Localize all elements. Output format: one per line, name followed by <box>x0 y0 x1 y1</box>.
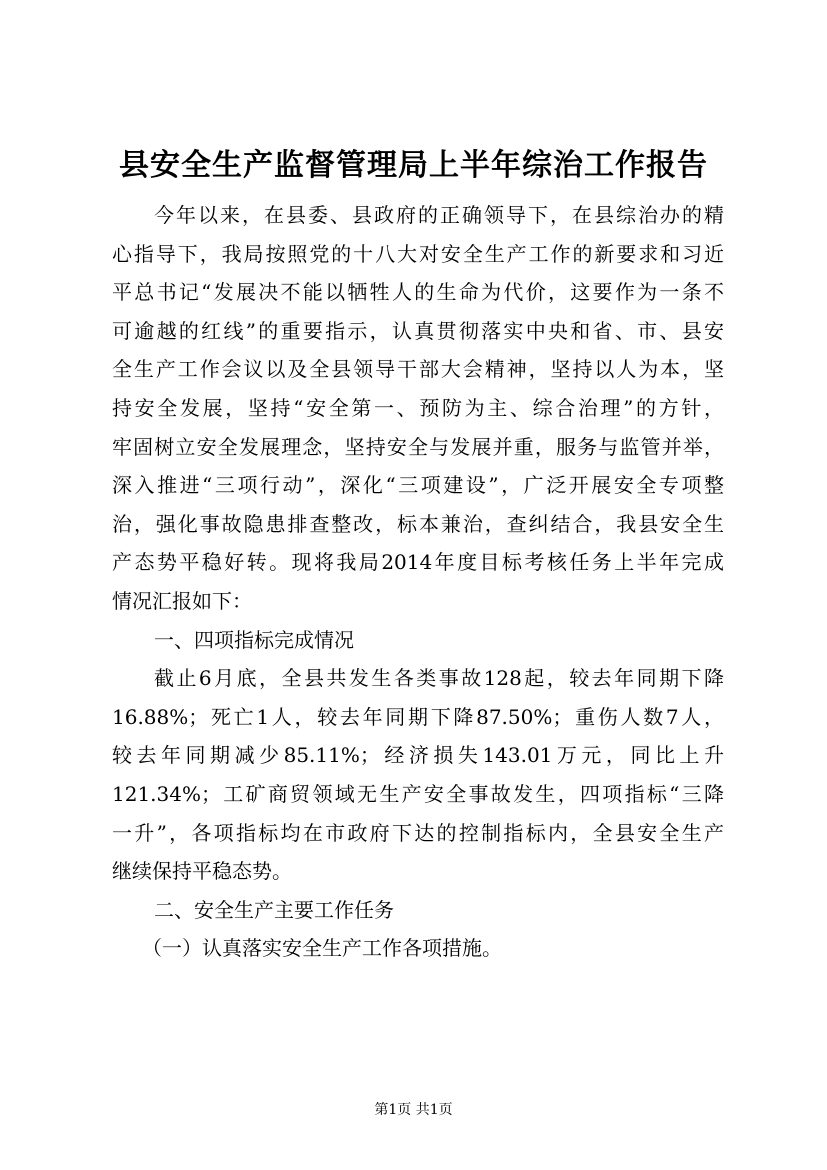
paragraph-line: 可逾越的红线”的重要指示，认真贯彻落实中央和省、市、县安 <box>112 318 724 343</box>
paragraph-line: 情况汇报如下： <box>112 588 252 613</box>
section-heading: 一、四项指标完成情况 <box>154 627 354 652</box>
paragraph-line: 一升”，各项指标均在市政府下达的控制指标内，全县安全生产 <box>112 820 724 845</box>
section-heading: 二、安全生产主要工作任务 <box>154 897 394 922</box>
paragraph-line: 牢固树立安全发展理念，坚持安全与发展并重，服务与监管并举， <box>112 434 724 459</box>
paragraph-line: 16.88%；死亡1人，较去年同期下降87.50%；重伤人数7人， <box>112 704 724 729</box>
paragraph-line: 深入推进“三项行动”，深化“三项建设”，广泛开展安全专项整 <box>112 473 724 498</box>
document-title: 县安全生产监督管理局上半年综治工作报告 <box>119 148 708 183</box>
paragraph-line: 持安全发展，坚持“安全第一、预防为主、综合治理”的方针， <box>112 395 724 420</box>
paragraph-line: 治，强化事故隐患排查整改，标本兼治，查纠结合，我县安全生 <box>112 511 724 536</box>
paragraph-line: 全生产工作会议以及全县领导干部大会精神，坚持以人为本，坚 <box>112 357 724 382</box>
page-footer: 第1页 共1页 <box>374 1102 453 1118</box>
subsection-heading: （一）认真落实安全生产工作各项措施。 <box>142 936 502 961</box>
paragraph-line: 截止6月底，全县共发生各类事故128起，较去年同期下降 <box>154 666 724 691</box>
paragraph-line: 121.34%；工矿商贸领域无生产安全事故发生，四项指标“三降 <box>112 781 724 806</box>
paragraph-line: 平总书记“发展决不能以牺牲人的生命为代价，这要作为一条不 <box>112 280 724 305</box>
paragraph-line: 继续保持平稳态势。 <box>112 859 292 884</box>
paragraph-line: 心指导下，我局按照党的十八大对安全生产工作的新要求和习近 <box>112 241 724 266</box>
document-body <box>112 196 724 968</box>
paragraph-line: 产态势平稳好转。现将我局2014年度目标考核任务上半年完成 <box>112 550 724 575</box>
paragraph-line: 较去年同期减少85.11%；经济损失143.01万元，同比上升 <box>112 743 724 768</box>
paragraph-line: 今年以来，在县委、县政府的正确领导下，在县综治办的精 <box>154 203 724 227</box>
